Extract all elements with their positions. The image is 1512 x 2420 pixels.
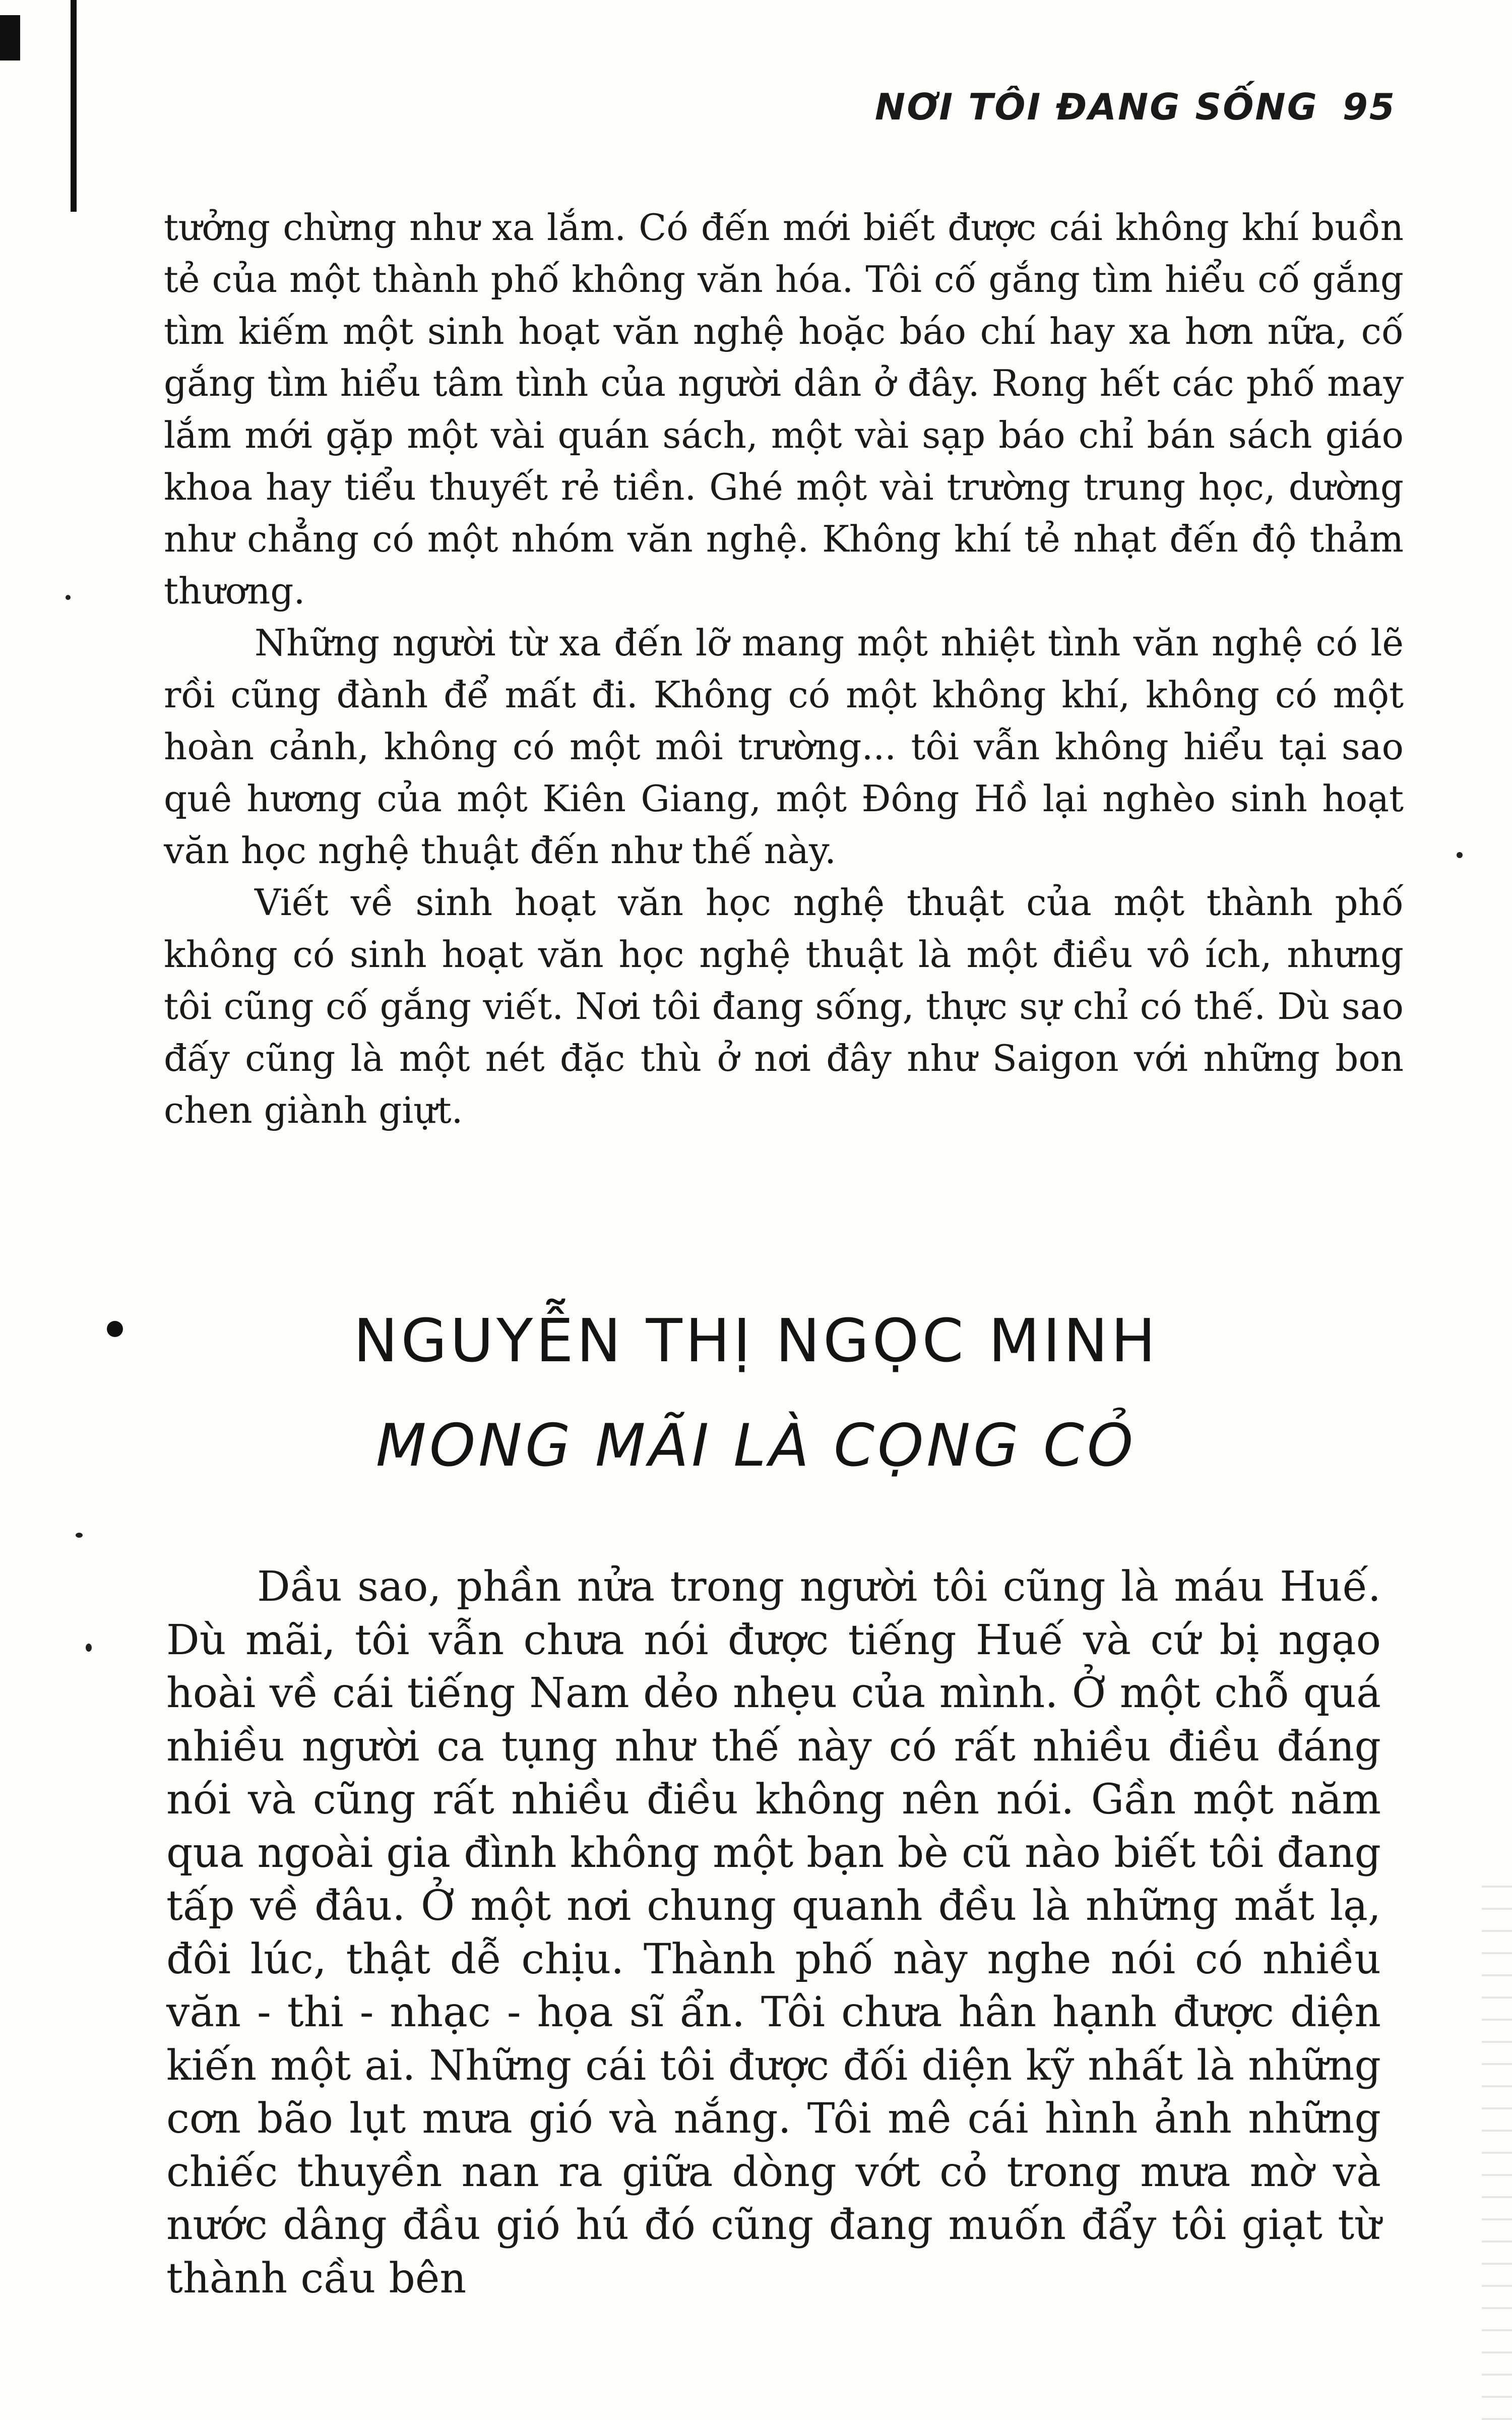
paragraph: Những người từ xa đến lỡ mang một nhiệt tình văn nghệ có lẽ rồi cũng đành để mất đi. Không có một không khí, không có một hoàn cảnh, không có một môi trường... tôi vẫn không hiểu tại sao quê hương của một Kiên Giang, một Đông Hồ lại nghèo sinh hoạt văn học nghệ thuật đến như thế này.	[164, 622, 1404, 872]
section-title: MONG MÃI LÀ CỌNG CỎ	[375, 1412, 1137, 1480]
scan-speck	[1457, 852, 1463, 858]
upper-text-block	[164, 202, 1404, 1136]
scan-speck	[86, 1644, 92, 1652]
scan-edge-mark	[0, 15, 20, 60]
running-header	[875, 86, 1396, 128]
page-number: 95	[1342, 86, 1396, 128]
scan-speck	[76, 1533, 83, 1538]
section-author: NGUYỄN THỊ NGỌC MINH	[353, 1306, 1159, 1375]
paragraph: tưởng chừng như xa lắm. Có đến mới biết được cái không khí buồn tẻ của một thành phố không văn hóa. Tôi cố gắng tìm hiểu cố gắng tìm kiếm một sinh hoạt văn nghệ hoặc báo chí hay xa hơn nữa, cố gắng tìm hiểu tâm tình của người dân ở đây. Rong hết các phố may lắm mới gặp một vài quán sách, một vài sạp báo chỉ bán sách giáo khoa hay tiểu thuyết rẻ tiền. Ghé một vài trường trung học, dường như chẳng có một nhóm văn nghệ. Không khí tẻ nhạt đến độ thảm thương.	[164, 206, 1404, 612]
lower-text-block	[166, 1560, 1381, 2305]
paragraph: Viết về sinh hoạt văn học nghệ thuật của một thành phố không có sinh hoạt văn học nghệ thuật là một điều vô ích, nhưng tôi cũng cố gắng viết. Nơi tôi đang sống, thực sự chỉ có thế. Dù sao đấy cũng là một nét đặc thù ở nơi đây như Saigon với những bon chen giành giựt.	[164, 881, 1404, 1131]
scan-speck	[66, 595, 71, 600]
scan-binding-line	[71, 0, 77, 212]
scan-edge-noise	[1482, 1865, 1512, 2420]
paragraph: Dầu sao, phần nửa trong người tôi cũng là máu Huế. Dù mãi, tôi vẫn chưa nói được tiếng Huế và cứ bị ngạo hoài về cái tiếng Nam dẻo nhẹu của mình. Ở một chỗ quá nhiều người ca tụng như thế này có rất nhiều điều đáng nói và cũng rất nhiều điều không nên nói. Gần một năm qua ngoài gia đình không một bạn bè cũ nào biết tôi đang tấp về đâu. Ở một nơi chung quanh đều là những mắt lạ, đôi lúc, thật dễ chịu. Thành phố này nghe nói có nhiều văn - thi - nhạc - họa sĩ ẩn. Tôi chưa hân hạnh được diện kiến một ai. Những cái tôi được đối diện kỹ nhất là những cơn bão lụt mưa gió và nắng. Tôi mê cái hình ảnh những chiếc thuyền nan ra giữa dòng vớt cỏ trong mưa mờ và nước dâng đầu gió hú đó cũng đang muốn đẩy tôi giạt từ thành cầu bên	[166, 1563, 1381, 2303]
running-header-title: NƠI TÔI ĐANG SỐNG	[874, 86, 1318, 128]
